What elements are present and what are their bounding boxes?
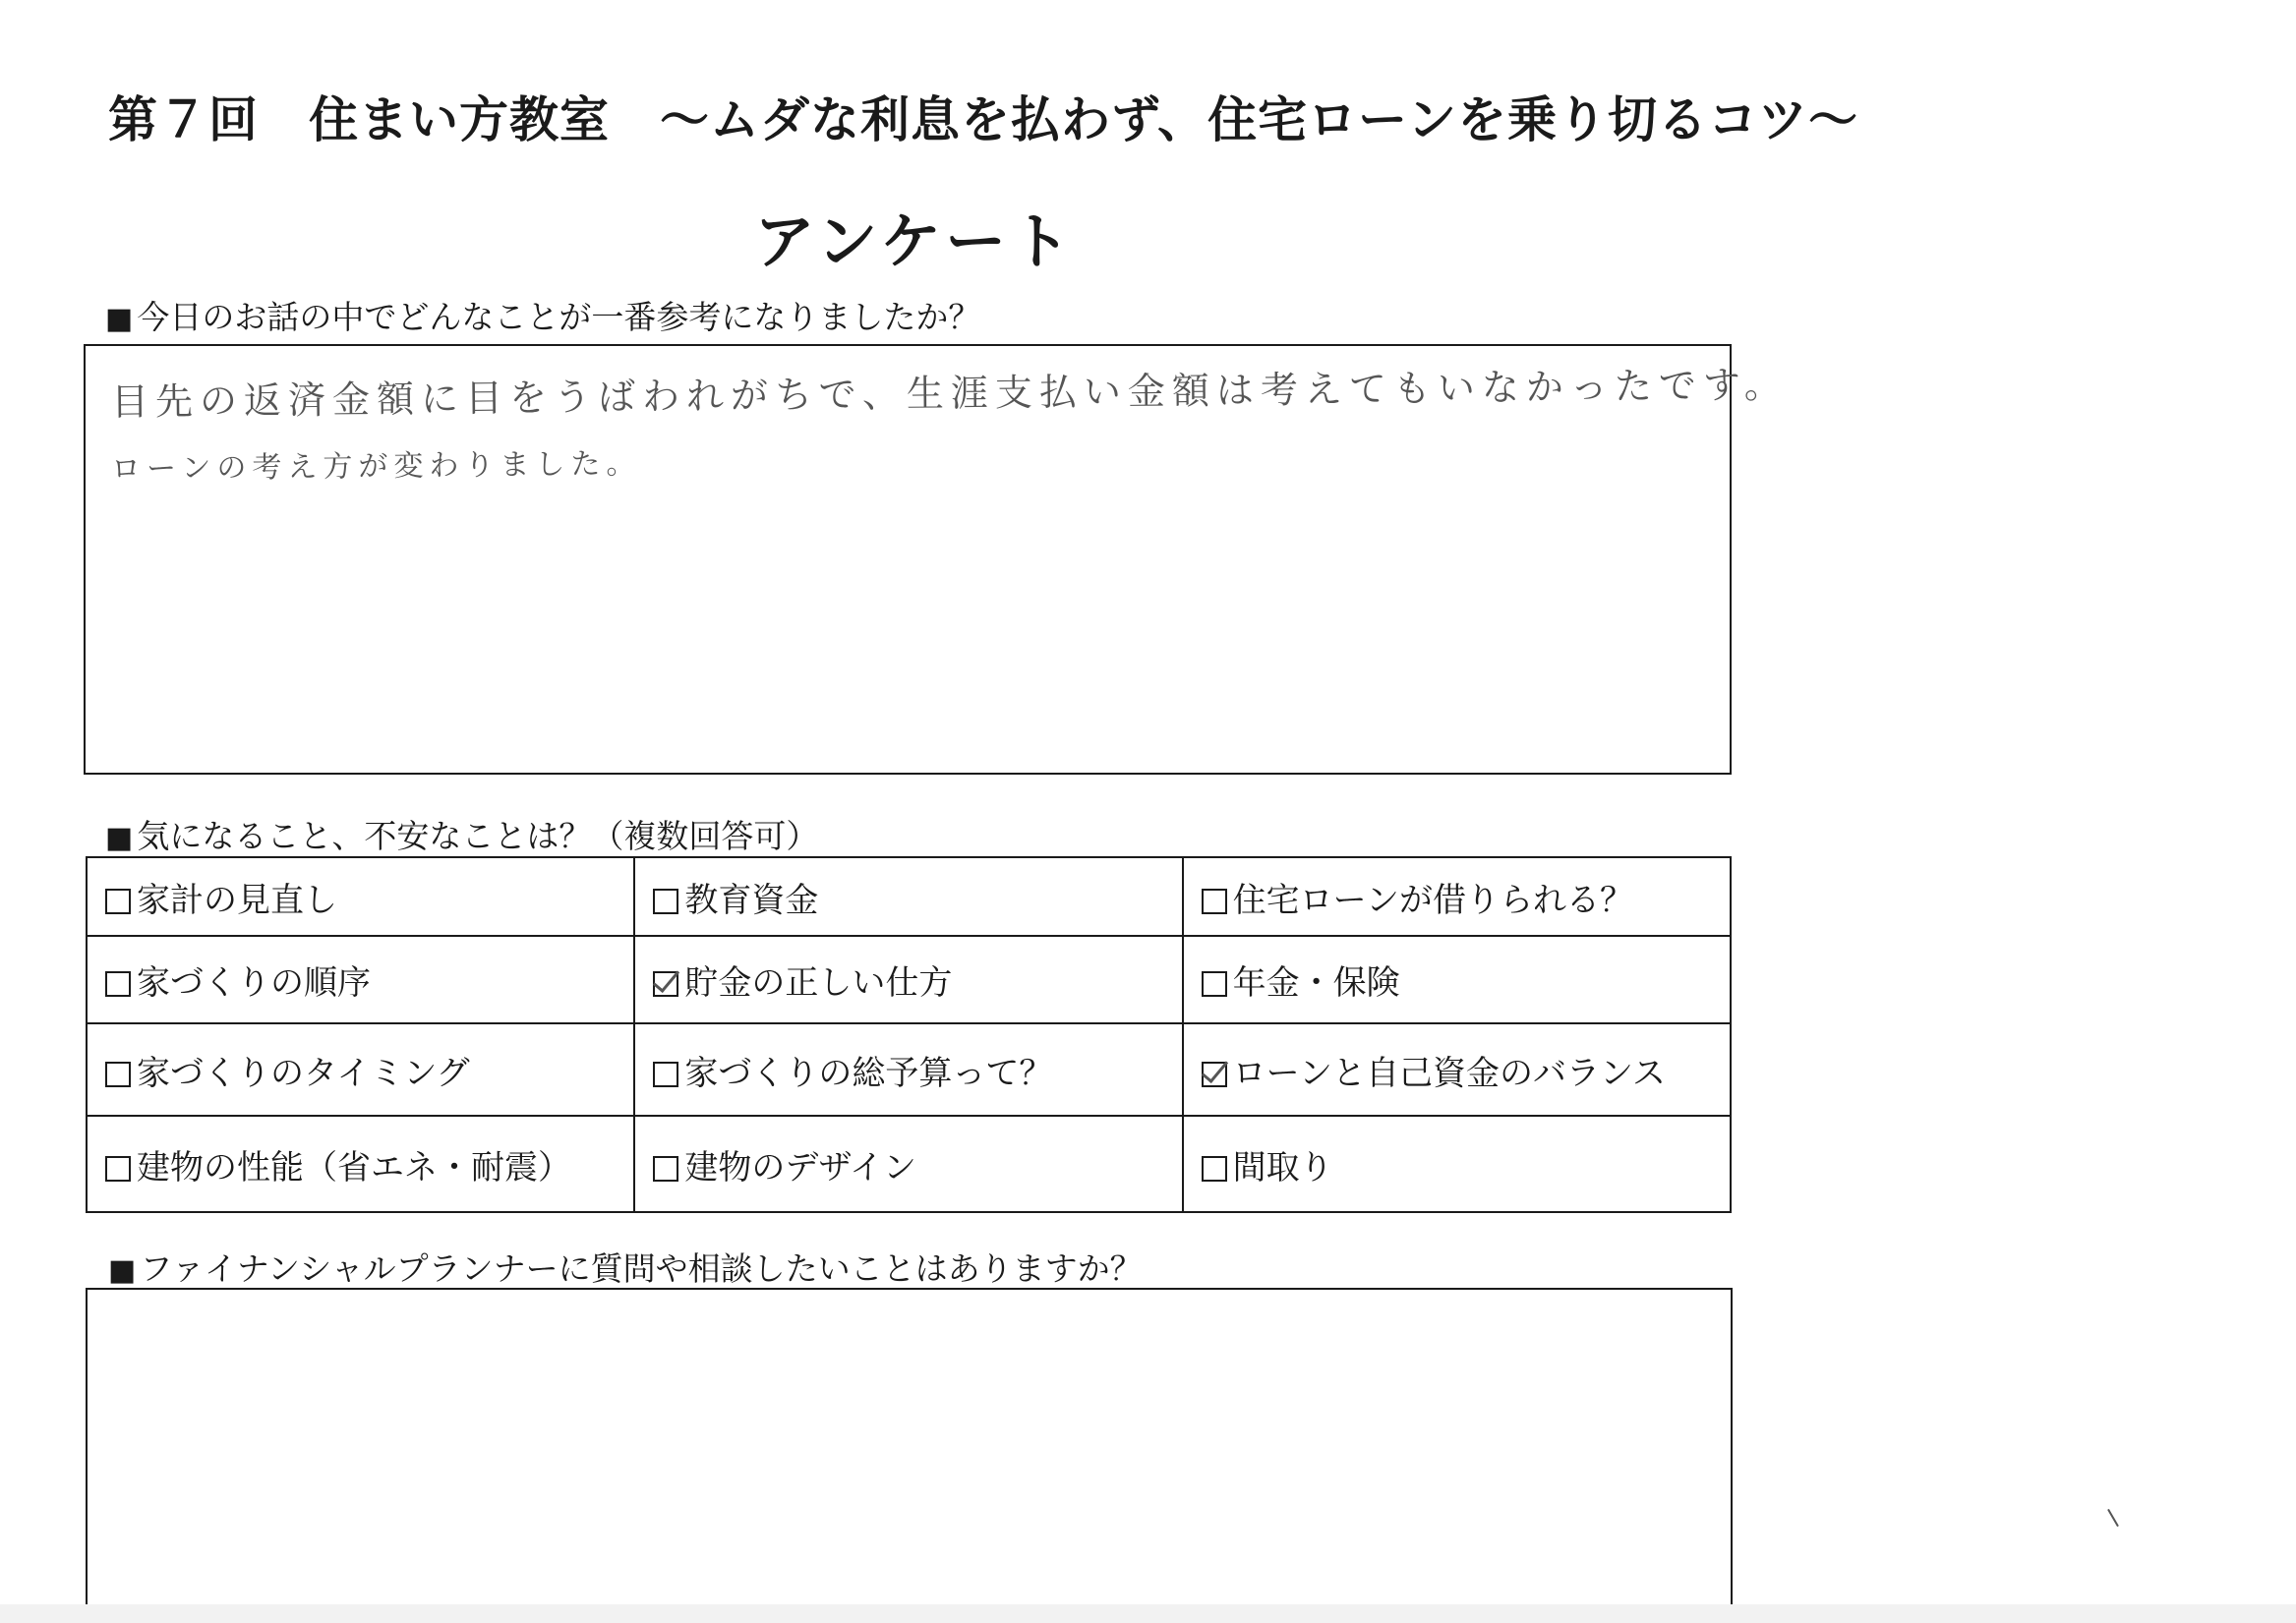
page-title: 第７回 住まい方教室 ～ムダな利息を払わず、住宅ローンを乗り切るコツ～ <box>108 91 1858 148</box>
question-1-answer-box[interactable] <box>84 344 1790 775</box>
question-1-text: 今日のお話の中でどんなことが一番参考になりましたか？ <box>137 298 981 336</box>
option-cell[interactable] <box>87 1023 634 1116</box>
option-label: 教育資金 <box>684 880 819 920</box>
checkbox[interactable] <box>105 971 131 997</box>
section-marker: ■ <box>105 302 134 336</box>
question-3-text: ファイナンシャルプランナーに質問や相談したいことはありますか？ <box>140 1249 1143 1288</box>
option-label: 家づくりの総予算って？ <box>684 1053 1053 1093</box>
question-2-label <box>105 811 818 857</box>
option-cell[interactable] <box>87 1116 634 1212</box>
concerns-options-grid <box>86 856 1732 1213</box>
scan-edge <box>0 1604 2296 1623</box>
option-label: 家づくりの順序 <box>137 963 371 1003</box>
option-cell[interactable] <box>87 936 634 1023</box>
question-2-text: 気になること、不安なことは？（複数回答可） <box>137 817 819 855</box>
section-marker: ■ <box>108 1253 137 1288</box>
option-cell[interactable] <box>634 857 1182 936</box>
checkbox[interactable] <box>105 889 131 914</box>
option-label: 間取り <box>1232 1147 1333 1188</box>
checkbox[interactable] <box>1202 971 1227 997</box>
question-1-label <box>105 292 980 338</box>
option-label: ローンと自己資金のバランス <box>1232 1053 1666 1093</box>
option-cell[interactable] <box>634 1023 1182 1116</box>
option-cell[interactable] <box>1183 1116 1731 1212</box>
question-3-answer-box[interactable] <box>86 1288 1733 1604</box>
section-marker: ■ <box>105 821 134 855</box>
question-3-label <box>108 1244 1143 1290</box>
checkbox[interactable] <box>105 1062 131 1087</box>
handwritten-answer-line-2: ローンの考え方が変わりました。 <box>110 446 642 487</box>
option-cell[interactable] <box>87 857 634 936</box>
survey-heading: アンケート <box>753 205 1076 277</box>
checkbox[interactable] <box>653 1062 678 1087</box>
checkbox[interactable] <box>1202 1156 1227 1182</box>
checkbox[interactable] <box>105 1156 131 1182</box>
options-row <box>87 936 1731 1023</box>
checkbox[interactable] <box>653 889 678 914</box>
options-row <box>87 1116 1731 1212</box>
option-label: 家づくりのタイミング <box>137 1053 470 1093</box>
handwritten-answer-line-1: 目先の返済金額に目をうばわれがちで、生涯支払い金額は考えてもいなかったです。 <box>110 363 1790 424</box>
option-label: 貯金の正しい仕方 <box>684 963 953 1003</box>
options-row <box>87 1023 1731 1116</box>
option-cell[interactable] <box>1183 857 1731 936</box>
stray-pen-mark <box>2107 1509 2119 1527</box>
checkbox[interactable] <box>653 1156 678 1182</box>
option-cell[interactable] <box>1183 1023 1731 1116</box>
option-label: 建物のデザイン <box>684 1147 916 1188</box>
option-cell[interactable] <box>634 1116 1182 1212</box>
checkbox[interactable] <box>1202 889 1227 914</box>
option-label: 住宅ローンが借りられる？ <box>1232 880 1633 920</box>
option-label: 年金・保険 <box>1232 963 1400 1003</box>
checkbox-checked[interactable] <box>653 971 678 997</box>
options-row <box>87 857 1731 936</box>
checkbox-checked[interactable] <box>1202 1062 1227 1087</box>
option-label: 家計の見直し <box>137 880 337 920</box>
option-label: 建物の性能（省エネ・耐震） <box>137 1147 571 1188</box>
option-cell[interactable] <box>1183 936 1731 1023</box>
option-cell[interactable] <box>634 936 1182 1023</box>
